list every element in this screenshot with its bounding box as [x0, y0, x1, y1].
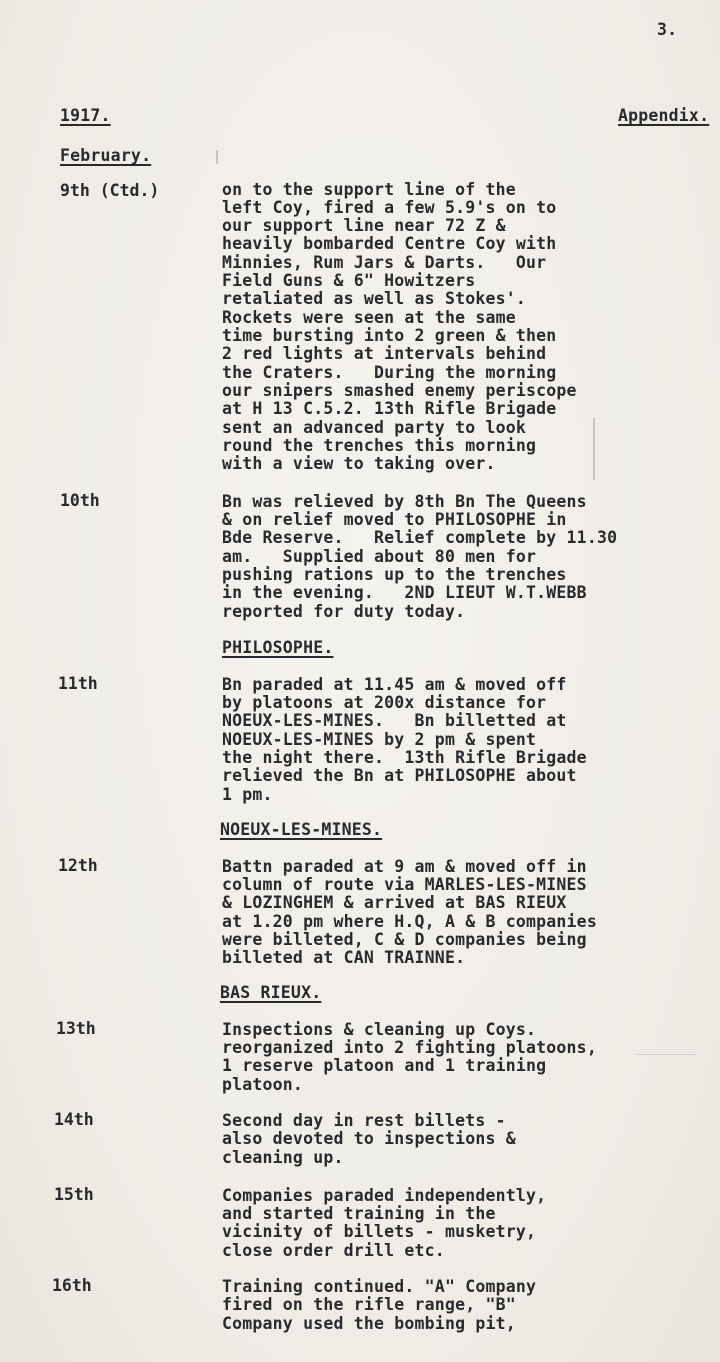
entry-line: fired on the rifle range, "B": [222, 1295, 516, 1314]
margin-mark: [216, 150, 218, 164]
entry-line: in the evening. 2ND LIEUT W.T.WEBB: [222, 583, 587, 602]
entry-date: 15th: [54, 1185, 94, 1204]
entry-line: Inspections & cleaning up Coys.: [222, 1020, 537, 1039]
location-heading: NOEUX-LES-MINES.: [220, 820, 383, 839]
entry-date: 11th: [58, 674, 98, 693]
entry-line: & LOZINGHEM & arrived at BAS RIEUX: [222, 893, 567, 912]
entry-line: Minnies, Rum Jars & Darts. Our: [222, 253, 547, 272]
entry-line: round the trenches this morning: [222, 436, 537, 455]
entry-line: relieved the Bn at PHILOSOPHE about: [222, 766, 577, 785]
entry-line: time bursting into 2 green & then: [222, 326, 557, 345]
entry-line: at H 13 C.5.2. 13th Rifle Brigade: [222, 399, 557, 418]
entry-line: sent an advanced party to look: [222, 418, 527, 437]
entry-line: and started training in the: [222, 1204, 496, 1223]
entry-line: left Coy, fired a few 5.9's on to: [222, 198, 557, 217]
entry-line: pushing rations up to the trenches: [222, 565, 567, 584]
entry-date: 13th: [56, 1019, 96, 1038]
entry-line: & on relief moved to PHILOSOPHE in: [222, 510, 567, 529]
entry-line: close order drill etc.: [222, 1241, 445, 1260]
entry-line: 2 red lights at intervals behind: [222, 344, 547, 363]
entry-line: column of route via MARLES-LES-MINES: [222, 875, 587, 894]
entry-date: 9th (Ctd.): [60, 181, 160, 200]
entry-line: Company used the bombing pit,: [222, 1314, 516, 1333]
entry-line: Bde Reserve. Relief complete by 11.30: [222, 528, 618, 547]
entry-line: the night there. 13th Rifle Brigade: [222, 748, 587, 767]
entry-line: Companies paraded independently,: [222, 1186, 547, 1205]
entry-line: our snipers smashed enemy periscope: [222, 381, 577, 400]
entry-line: NOEUX-LES-MINES. Bn billetted at: [222, 711, 567, 730]
entry-date: 10th: [60, 491, 100, 510]
year-heading: 1917.: [60, 106, 111, 125]
entry-line: on to the support line of the: [222, 180, 516, 199]
entry-line: the Craters. During the morning: [222, 363, 557, 382]
entry-line: Training continued. "A" Company: [222, 1277, 537, 1296]
entry-line: by platoons at 200x distance for: [222, 693, 547, 712]
entry-line: our support line near 72 Z &: [222, 216, 506, 235]
entry-line: platoon.: [222, 1075, 304, 1094]
entry-line: Bn paraded at 11.45 am & moved off: [222, 675, 567, 694]
appendix-label: Appendix.: [618, 106, 710, 125]
entry-line: were billeted, C & D companies being: [222, 930, 587, 949]
margin-mark: [593, 418, 595, 480]
entry-line: vicinity of billets - musketry,: [222, 1222, 537, 1241]
entry-line: reorganized into 2 fighting platoons,: [222, 1038, 597, 1057]
entry-line: Field Guns & 6" Howitzers: [222, 271, 476, 290]
entry-line: reported for duty today.: [222, 602, 466, 621]
month-heading: February.: [60, 146, 152, 165]
entry-line: 1 reserve platoon and 1 training: [222, 1056, 547, 1075]
entry-line: Rockets were seen at the same: [222, 308, 516, 327]
entry-date: 12th: [58, 856, 98, 875]
entry-date: 14th: [54, 1110, 94, 1129]
location-heading: PHILOSOPHE.: [222, 638, 334, 657]
entry-line: NOEUX-LES-MINES by 2 pm & spent: [222, 730, 537, 749]
entry-line: billeted at CAN TRAINNE.: [222, 948, 466, 967]
entry-line: am. Supplied about 80 men for: [222, 547, 537, 566]
entry-line: Battn paraded at 9 am & moved off in: [222, 857, 587, 876]
entry-line: retaliated as well as Stokes'.: [222, 289, 527, 308]
page-number: 3.: [657, 20, 678, 39]
entry-line: also devoted to inspections &: [222, 1129, 516, 1148]
entry-date: 16th: [52, 1276, 92, 1295]
entry-line: cleaning up.: [222, 1148, 344, 1167]
entry-line: at 1.20 pm where H.Q, A & B companies: [222, 912, 597, 931]
entry-line: Bn was relieved by 8th Bn The Queens: [222, 492, 587, 511]
entry-line: heavily bombarded Centre Coy with: [222, 234, 557, 253]
margin-mark: [636, 1054, 696, 1055]
entry-line: with a view to taking over.: [222, 454, 496, 473]
entry-line: 1 pm.: [222, 785, 273, 804]
entry-line: Second day in rest billets -: [222, 1111, 506, 1130]
location-heading: BAS RIEUX.: [220, 983, 322, 1002]
